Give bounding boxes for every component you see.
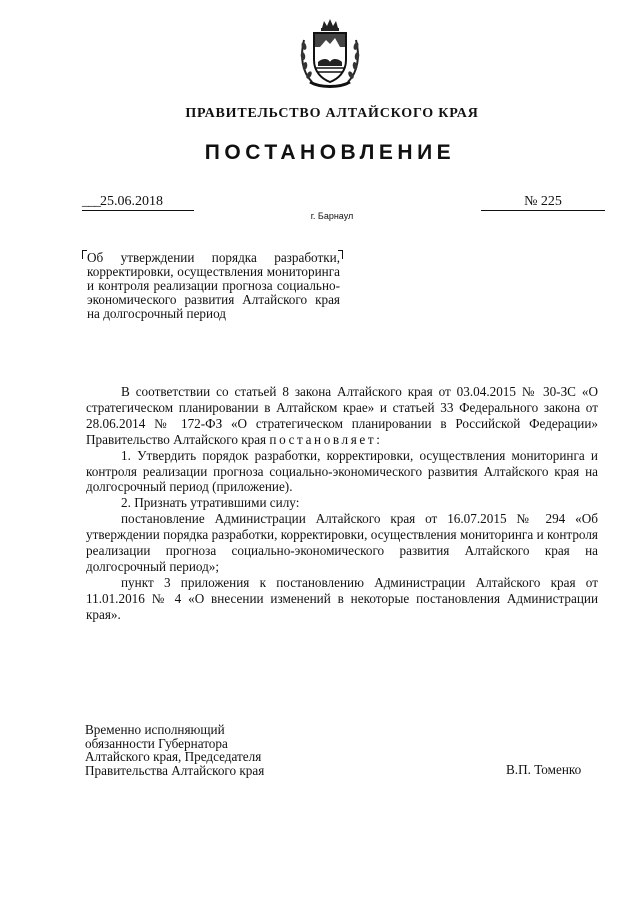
date-field (82, 194, 194, 211)
signer-position (85, 723, 345, 777)
decree-word: постановляет: (269, 431, 383, 447)
signer-line-1: Временно исполняющий (85, 722, 225, 737)
signer-name: В.П. Томенко (506, 762, 582, 777)
date-lead: ___ (82, 194, 100, 209)
altai-coat-of-arms-icon (298, 16, 362, 92)
repealed-act-2: пункт 3 приложения к постановлению Администрации Алтайского края от 11.01.2016 № 4 «О внесении изменений в некоторые постановления Администрации края». (86, 574, 598, 622)
organization-name: ПРАВИТЕЛЬСТВО АЛТАЙСКОГО КРАЯ (185, 106, 479, 121)
document-number: № 225 (481, 194, 605, 211)
item-2-paragraph: 2. Признать утратившими силу: (121, 495, 300, 511)
signer-line-2: обязанности Губернатора (85, 735, 228, 751)
preamble-paragraph (86, 384, 598, 448)
city-name: г. Барнаул (310, 211, 354, 221)
signer-line-3: Алтайского края, Председателя (85, 749, 262, 764)
preamble-text: В соответствии со статьей 8 закона Алтайского края от 03.04.2015 № 30-ЗС «О стратегическом планировании в Алтайском крае» и статьей 33 Федерального закона от 28.06.2014 № 172-ФЗ «О стратегическом планировании в Российской Федерации» Правительство Алтайского края (86, 384, 598, 447)
document-subject: Об утверждении порядка разработки, корректировки, осуществления мониторинга и контроля реализации прогноза социально-экономического развития Алтайского края на долгосрочный период (87, 250, 340, 321)
emblem (298, 16, 362, 92)
repealed-act-1: постановление Администрации Алтайского края от 16.07.2015 № 294 «Об утверждении порядка разработки, корректировки, осуществления мониторинга и контроля реализации прогноза социально-экономического развития Алтайского края на долгосрочный период»; (86, 511, 598, 574)
document-date: 25.06.2018 (100, 194, 163, 209)
document-type: ПОСТАНОВЛЕНИЕ (204, 141, 456, 164)
document-body (86, 384, 598, 623)
item-1-paragraph: 1. Утвердить порядок разработки, корректировки, осуществления мониторинга и контроля реализации прогноза социально-экономического развития Алтайского края на долгосрочный период (приложение). (86, 447, 598, 495)
signer-line-4: Правительства Алтайского края (85, 762, 265, 778)
